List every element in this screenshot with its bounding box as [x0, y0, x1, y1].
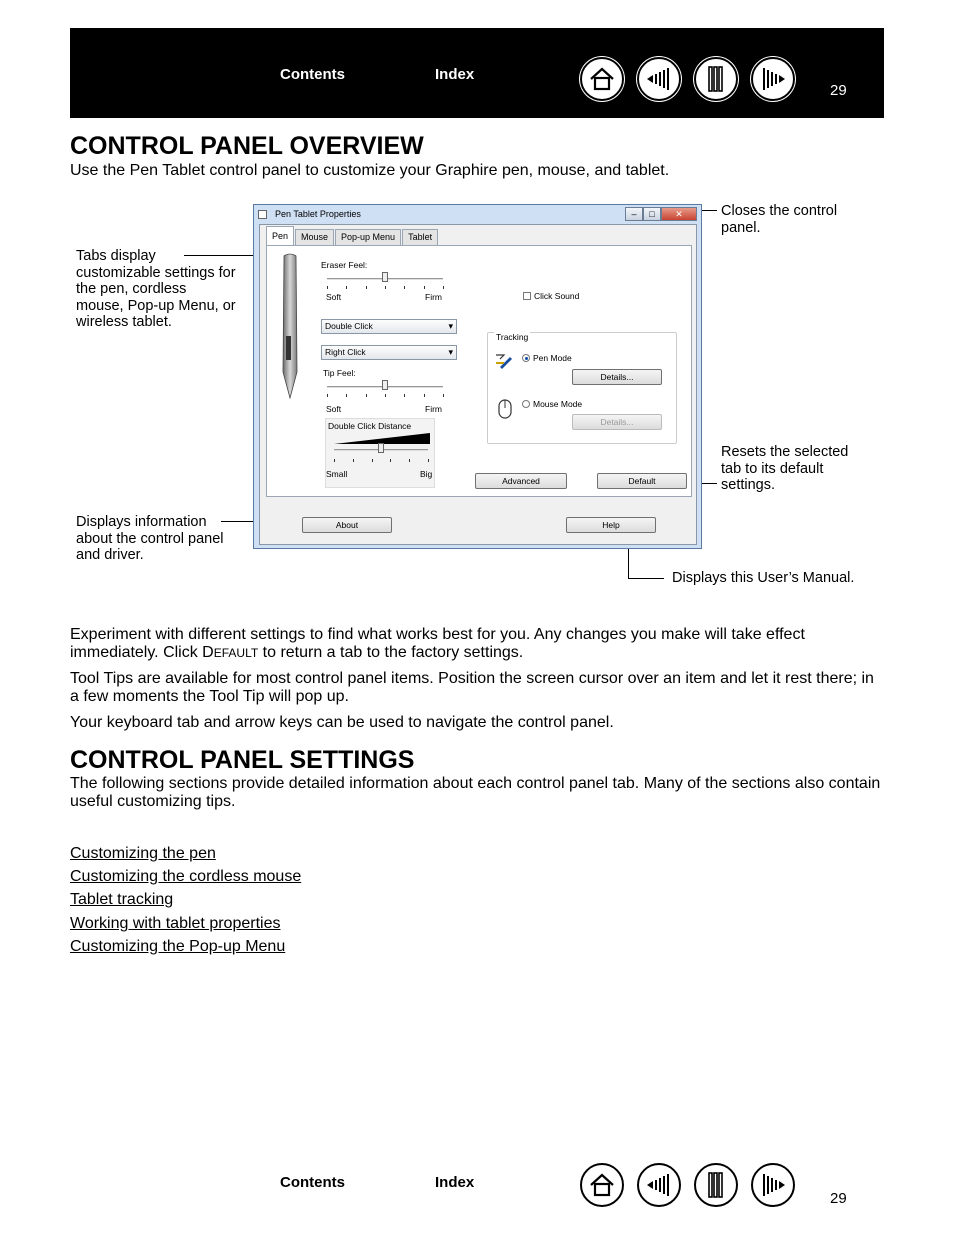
page-number-bottom: 29 — [830, 1190, 847, 1207]
slider-tick — [366, 394, 367, 397]
eraser-feel-ticks — [327, 286, 443, 289]
tab-pen[interactable]: Pen — [266, 226, 294, 245]
double-click-dropdown[interactable]: Double Click ▾ — [321, 319, 457, 334]
tracking-label: Tracking — [496, 332, 529, 342]
maximize-button[interactable] — [643, 207, 661, 221]
body-paragraph-2: Tool Tips are available for most control panel items. Position the screen cursor over an item and let it rest there; in a few moments the Tool Tip will pop up. — [70, 670, 874, 705]
slider-tick — [327, 286, 328, 289]
slider-tick — [390, 459, 391, 462]
page-icon — [701, 1170, 731, 1200]
slider-tick — [424, 286, 425, 289]
eraser-feel-slider-thumb[interactable] — [382, 272, 388, 282]
next-section-button-bottom[interactable] — [751, 1163, 795, 1207]
home-button[interactable] — [580, 57, 624, 101]
double-click-distance-box — [325, 418, 435, 488]
callout-about: Displays information about the control panel and driver. — [76, 514, 224, 563]
slider-tick — [443, 286, 444, 289]
body-paragraph-1 — [70, 626, 885, 662]
settings-heading: CONTROL PANEL SETTINGS — [70, 746, 415, 774]
link-customizing-pen[interactable]: Customizing the pen — [70, 845, 216, 862]
double-click-distance-label: Double Click Distance — [328, 421, 412, 431]
eraser-firm-label: Firm — [425, 292, 442, 302]
bottom-navigation-bar — [70, 1150, 884, 1225]
app-icon — [258, 210, 267, 219]
pen-mode-details-button[interactable]: Details... — [572, 369, 662, 385]
callout-tabs: Tabs display customizable settings for the pen, cordless mouse, Pop-up Menu, or wireless tablet. — [76, 248, 236, 330]
minimize-button[interactable] — [625, 207, 643, 221]
home-icon — [587, 1170, 617, 1200]
slider-tick — [346, 286, 347, 289]
top-navigation-bar — [70, 28, 884, 118]
link-customizing-cordless-mouse[interactable]: Customizing the cordless mouse — [70, 868, 302, 885]
advanced-button[interactable]: Advanced — [475, 473, 567, 489]
distance-small-label: Small — [326, 469, 348, 479]
mouse-mode-details-button[interactable]: Details... — [572, 414, 662, 430]
contents-link[interactable]: Contents — [280, 66, 345, 83]
previous-section-button[interactable] — [637, 57, 681, 101]
previous-section-icon — [644, 1170, 674, 1200]
window-title: Pen Tablet Properties — [275, 209, 361, 219]
tip-soft-label: Soft — [326, 404, 342, 414]
index-link-bottom[interactable]: Index — [435, 1174, 475, 1191]
pen-mode-icon — [494, 351, 514, 371]
slider-tick — [366, 286, 367, 289]
slider-tick — [443, 394, 444, 397]
page-icon — [701, 64, 731, 94]
previous-section-icon — [644, 64, 674, 94]
slider-tick — [428, 459, 429, 462]
overview-heading: CONTROL PANEL OVERVIEW — [70, 132, 424, 160]
window-controls — [625, 207, 697, 221]
double-click-distance-slider-thumb[interactable] — [378, 443, 384, 453]
eraser-soft-label: Soft — [326, 292, 342, 302]
page-number: 29 — [830, 82, 847, 99]
tracking-group — [487, 332, 677, 444]
home-button-bottom[interactable] — [580, 1163, 624, 1207]
tab-popup-menu[interactable]: Pop-up Menu — [335, 229, 401, 245]
next-section-button[interactable] — [751, 57, 795, 101]
page-button[interactable] — [694, 57, 738, 101]
slider-tick — [409, 459, 410, 462]
body-paragraph-3: Your keyboard tab and arrow keys can be used to navigate the control panel. — [70, 714, 614, 731]
mouse-mode-radio[interactable] — [522, 400, 530, 408]
slider-tick — [372, 459, 373, 462]
callout-default: Resets the selected tab to its default settings. — [721, 444, 849, 493]
tab-tablet[interactable]: Tablet — [402, 229, 438, 245]
home-icon — [587, 64, 617, 94]
slider-tick — [385, 286, 386, 289]
previous-section-button-bottom[interactable] — [637, 1163, 681, 1207]
callout-help-line-h — [628, 578, 664, 579]
pen-tablet-properties-window — [253, 204, 702, 549]
pen-mode-label: Pen Mode — [533, 353, 572, 363]
next-section-icon — [758, 1170, 788, 1200]
callout-help: Displays this User’s Manual. — [672, 570, 855, 586]
eraser-feel-label: Eraser Feel: — [321, 260, 368, 270]
about-button[interactable]: About — [302, 517, 392, 533]
page-button-bottom[interactable] — [694, 1163, 738, 1207]
distance-big-label: Big — [420, 469, 433, 479]
next-section-icon — [758, 64, 788, 94]
minimize-icon: – — [631, 209, 637, 219]
contents-link-bottom[interactable]: Contents — [280, 1174, 345, 1191]
mouse-mode-label: Mouse Mode — [533, 399, 583, 409]
slider-tick — [404, 286, 405, 289]
right-click-dropdown[interactable]: Right Click ▾ — [321, 345, 457, 360]
slider-tick — [385, 394, 386, 397]
tip-firm-label: Firm — [425, 404, 442, 414]
slider-tick — [404, 394, 405, 397]
link-tablet-tracking[interactable]: Tablet tracking — [70, 891, 174, 908]
pen-mode-radio[interactable] — [522, 354, 530, 362]
tab-mouse[interactable]: Mouse — [295, 229, 334, 245]
link-customizing-popup-menu[interactable]: Customizing the Pop-up Menu — [70, 938, 286, 955]
tip-feel-ticks — [327, 394, 443, 397]
default-button[interactable]: Default — [597, 473, 687, 489]
dialog-body — [259, 224, 697, 545]
index-link[interactable]: Index — [435, 66, 475, 83]
click-sound-label: Click Sound — [534, 291, 580, 301]
pen-illustration-icon — [277, 252, 303, 402]
close-icon: ✕ — [675, 208, 683, 219]
close-button[interactable] — [661, 207, 697, 221]
settings-intro: The following sections provide detailed information about each control panel tab. Many of the sections also contain useful customizing tips. — [70, 775, 881, 810]
maximize-icon: □ — [649, 209, 655, 219]
slider-tick — [327, 394, 328, 397]
slider-tick — [334, 459, 335, 462]
overview-intro: Use the Pen Tablet control panel to customize your Graphire pen, mouse, and tablet. — [70, 162, 670, 179]
tip-feel-slider-thumb[interactable] — [382, 380, 388, 390]
slider-tick — [346, 394, 347, 397]
double-click-distance-ticks — [334, 459, 428, 462]
slider-tick — [424, 394, 425, 397]
body-p1-end: to return a tab to the factory settings. — [258, 644, 524, 661]
body-p1-start: Experiment with different settings to find what works best for you. Any changes you make will take effect immediately. Click D — [70, 626, 805, 661]
callout-close: Closes the control panel. — [721, 203, 838, 236]
slider-tick — [353, 459, 354, 462]
link-working-with-tablet-properties[interactable]: Working with tablet properties — [70, 915, 281, 932]
dialog-tabs — [266, 229, 439, 245]
tip-feel-label: Tip Feel: — [323, 368, 356, 378]
help-button[interactable]: Help — [566, 517, 656, 533]
default-smallcaps: EFAULT — [213, 646, 259, 660]
mouse-mode-icon — [498, 397, 512, 419]
pen-tab-panel — [266, 245, 692, 497]
click-sound-checkbox[interactable] — [523, 292, 531, 300]
